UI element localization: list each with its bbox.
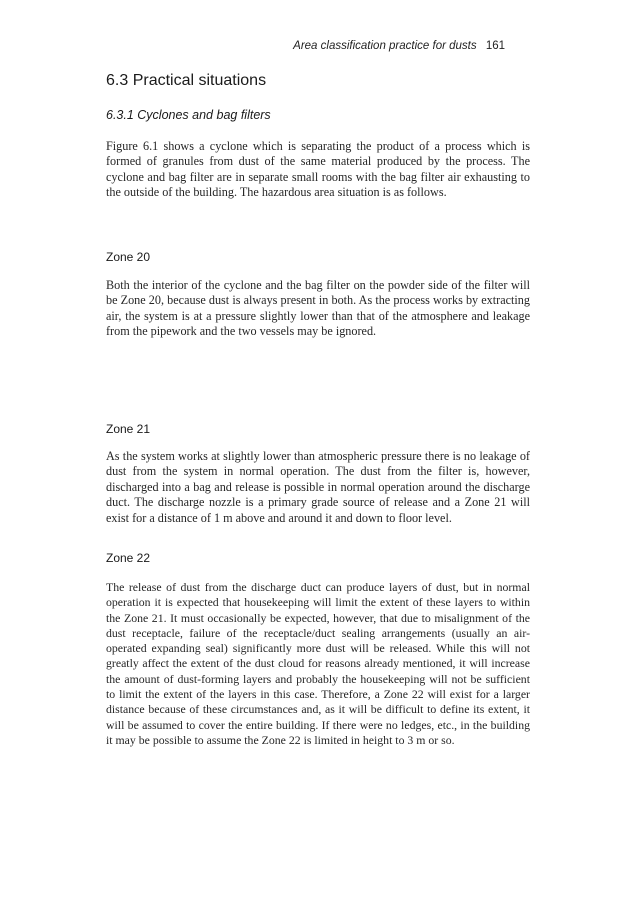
section-heading: 6.3 Practical situations bbox=[106, 72, 267, 89]
intro-paragraph: Figure 6.1 shows a cyclone which is separating the product of a process which is formed of granules from dust of the same material produced by the process. The cyclone and bag filter are in separate small rooms with the bag filter air exhausting to the outside of the building. The hazardous area situation is as follows. bbox=[106, 139, 530, 200]
zone-20-heading: Zone 20 bbox=[106, 250, 151, 264]
zone-21-paragraph: As the system works at slightly lower than atmospheric pressure there is no leakage of dust from the system in normal operation. The dust from the filter is, however, discharged into a bag and release is possible in normal operation around the discharge duct. The discharge nozzle is a primary grade source of release and a Zone 21 will exist for a distance of 1 m above and around it and down to floor level. bbox=[106, 449, 530, 525]
running-title: Area classification practice for dusts bbox=[293, 40, 477, 52]
zone-21-heading: Zone 21 bbox=[106, 422, 151, 436]
zone-22-heading: Zone 22 bbox=[106, 551, 151, 565]
running-header bbox=[293, 40, 505, 52]
subsection-heading: 6.3.1 Cyclones and bag filters bbox=[106, 108, 271, 122]
page-number: 161 bbox=[485, 40, 505, 52]
zone-20-paragraph: Both the interior of the cyclone and the bag filter on the powder side of the filter will be Zone 20, because dust is always present in both. As the process works by extracting air, the system is at a pressure slightly lower than that of the atmosphere and leakage from the pipework and the two vessels may be ignored. bbox=[106, 278, 530, 339]
zone-22-paragraph: The release of dust from the discharge duct can produce layers of dust, but in normal operation it is expected that housekeeping will limit the extent of these layers to within the Zone 21. It must occasionally be expected, however, that due to misalignment of the dust receptacle, failure of the receptacle/duct sealing arrangements (usually an air-operated expanding seal) significantly more dust will be released. While this will not greatly affect the extent of the dust cloud for reasons already mentioned, it will increase the amount of dust-forming layers and probably the housekeeping will not be sufficient to limit the extent of the layers in this case. Therefore, a Zone 22 will exist for a larger distance because of these circumstances and, as it will be difficult to define its extent, it will be assumed to cover the entire building. If there were no ledges, etc., in the building it may be possible to assume the Zone 22 is limited in height to 3 m or so. bbox=[106, 580, 530, 747]
